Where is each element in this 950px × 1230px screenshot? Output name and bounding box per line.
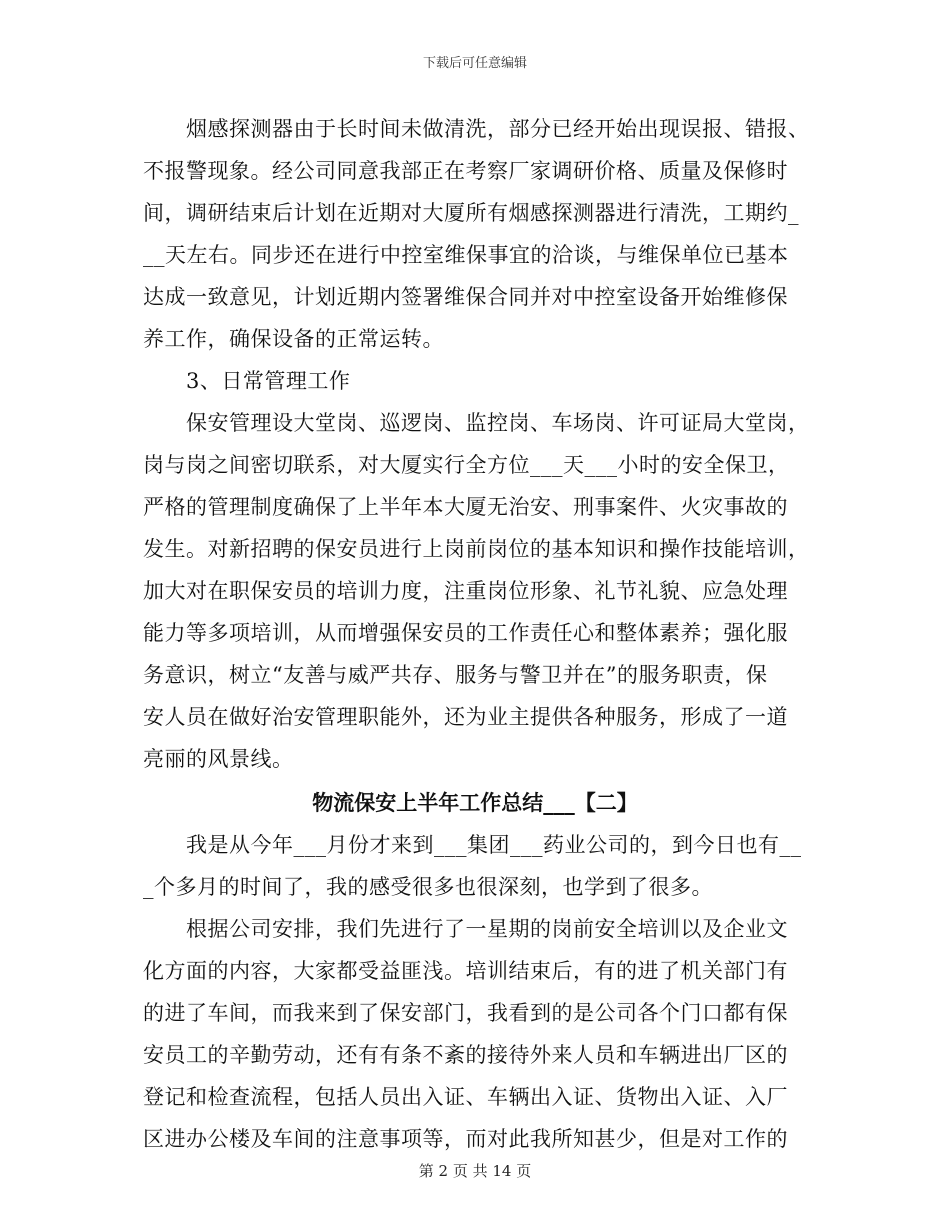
text-line: 保安管理设大堂岗、巡逻岗、监控岗、车场岗、许可证局大堂岗，: [143, 411, 810, 435]
page-header: 下载后可任意编辑: [422, 56, 527, 71]
text-line: 能力等多项培训，从而增强保安员的工作责任心和整体素养；强化服: [143, 621, 788, 645]
text-line: 安人员在做好治安管理职能外，还为业主提供各种服务，形成了一道: [143, 705, 788, 729]
text-line: 亮丽的风景线。: [143, 747, 294, 771]
text-line: 发生。对新招聘的保安员进行上岗前岗位的基本知识和操作技能培训，: [143, 537, 810, 561]
text-line: 区进办公楼及车间的注意事项等，而对此我所知甚少，但是对工作的: [143, 1127, 788, 1151]
text-line: 我是从今年___月份才来到___集团___药业公司的，到今日也有__: [143, 833, 802, 857]
text-line: 根据公司安排，我们先进行了一星期的岗前安全培训以及企业文: [143, 917, 788, 941]
text-line: __天左右。同步还在进行中控室维保事宜的洽谈，与维保单位已基本: [143, 243, 789, 267]
text-line: 不报警现象。经公司同意我部正在考察厂家调研价格、质量及保修时: [143, 159, 788, 183]
text-line: 的进了车间，而我来到了保安部门，我看到的是公司各个门口都有保: [143, 1001, 788, 1025]
text-line: 烟感探测器由于长时间未做清洗，部分已经开始出现误报、错报、: [143, 117, 810, 141]
text-line: 化方面的内容，大家都受益匪浅。培训结束后，有的进了机关部门有: [143, 959, 788, 983]
section-title: 物流保安上半年工作总结___【二】: [312, 790, 638, 815]
text-line: 养工作，确保设备的正常运转。: [143, 327, 444, 351]
text-line: 间，调研结束后计划在近期对大厦所有烟感探测器进行清洗，工期约_: [143, 201, 799, 225]
text-line: _个多月的时间了，我的感受很多也很深刻，也学到了很多。: [143, 875, 713, 899]
text-line: 登记和检查流程，包括人员出入证、车辆出入证、货物出入证、入厂: [143, 1085, 788, 1109]
subheading: 3、日常管理工作: [143, 369, 351, 393]
text-line: 达成一致意见，计划近期内签署维保合同并对中控室设备开始维修保: [143, 285, 788, 309]
text-line: 务意识，树立“友善与威严共存、服务与警卫并在”的服务职责，保: [143, 663, 768, 687]
text-line: 严格的管理制度确保了上半年本大厦无治安、刑事案件、火灾事故的: [143, 495, 788, 519]
page-footer: 第 2 页 共 14 页: [418, 1162, 532, 1180]
text-line: 岗与岗之间密切联系，对大厦实行全方位___天___小时的安全保卫，: [143, 453, 790, 477]
text-line: 加大对在职保安员的培训力度，注重岗位形象、礼节礼貌、应急处理: [143, 579, 788, 603]
text-line: 安员工的辛勤劳动，还有有条不紊的接待外来人员和车辆进出厂区的: [143, 1043, 788, 1067]
